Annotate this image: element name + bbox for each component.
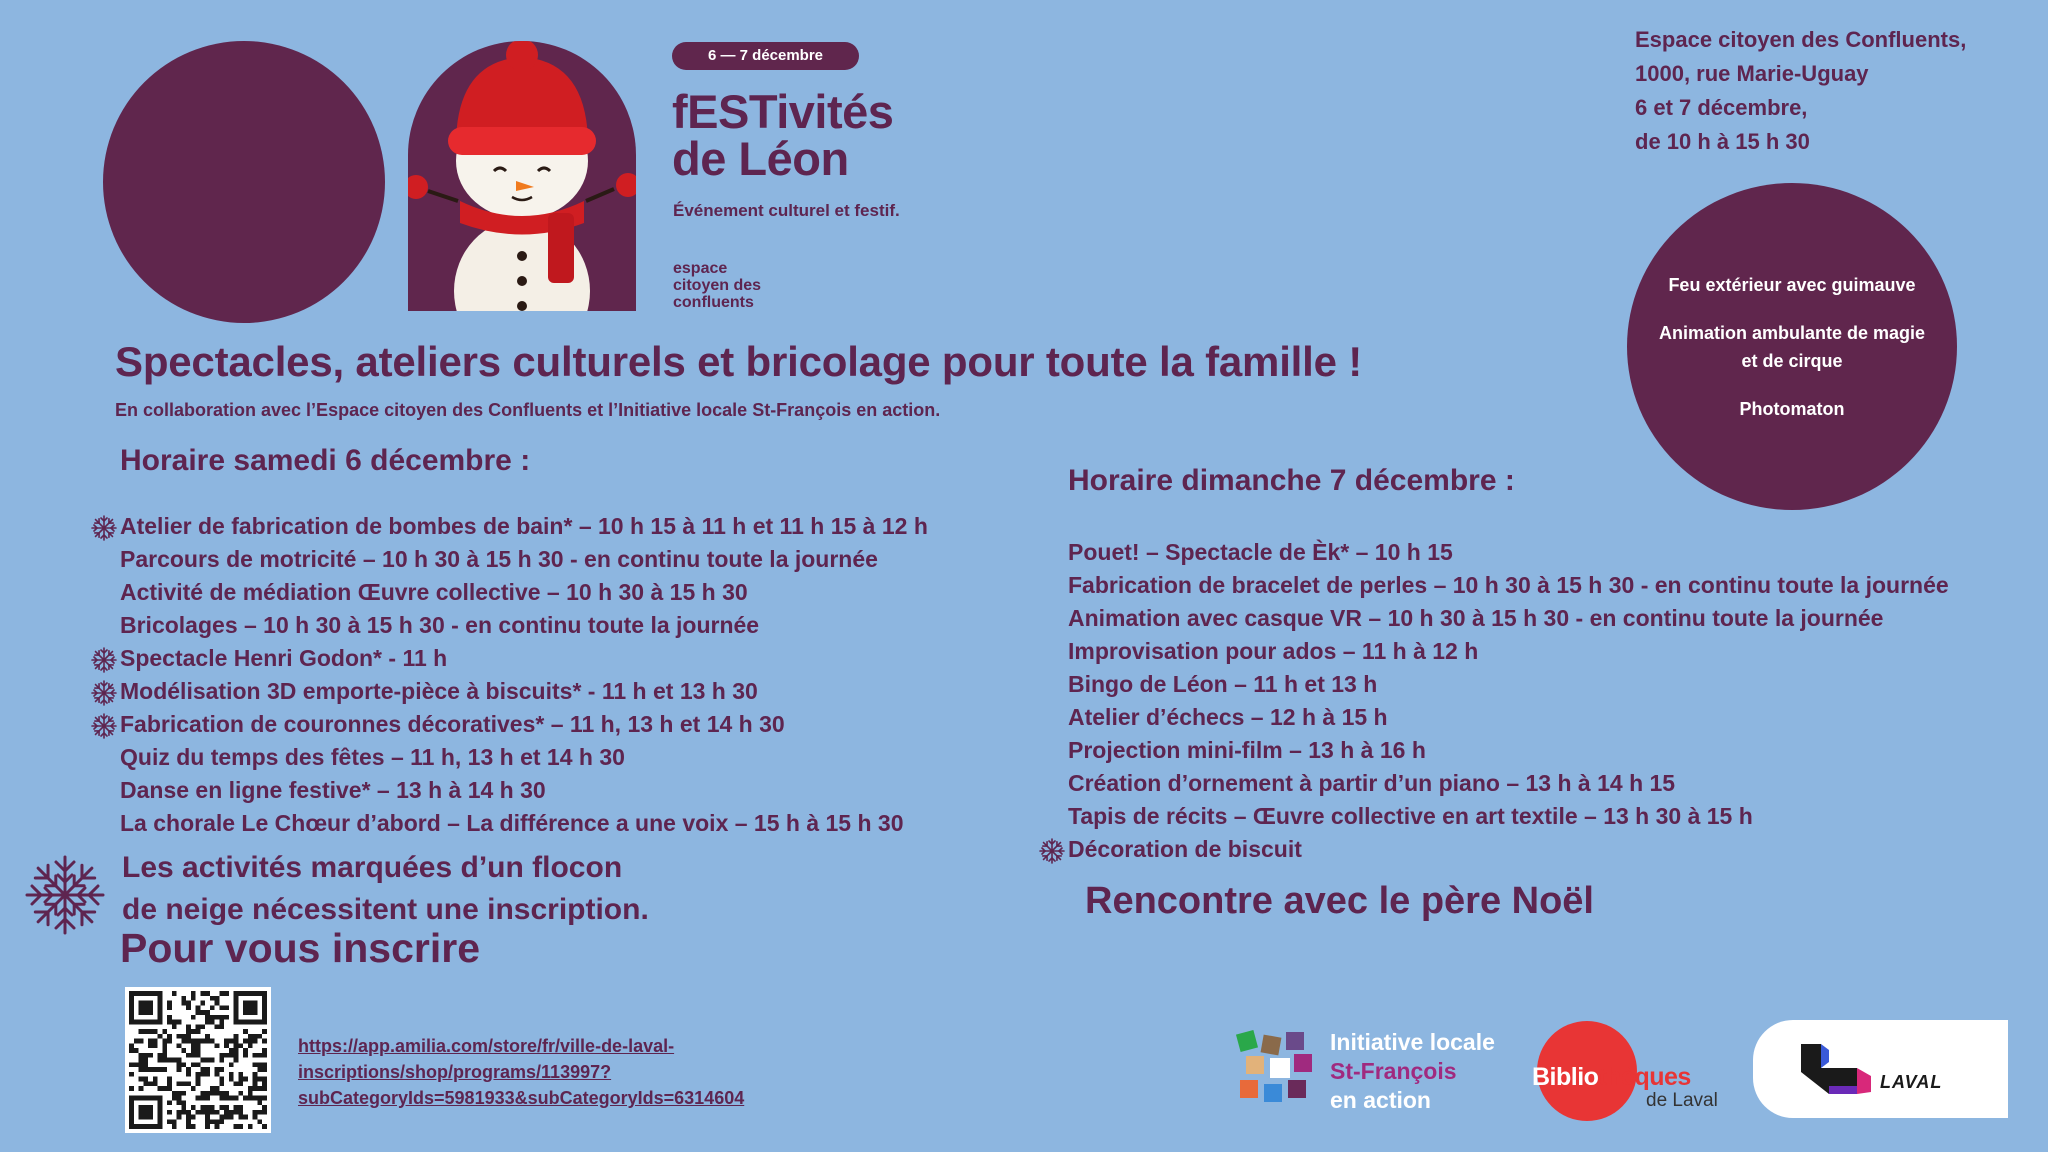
bibliotheques-sub: de Laval bbox=[1646, 1090, 1718, 1111]
address-line: 6 et 7 décembre, bbox=[1635, 95, 1808, 120]
schedule-item bbox=[120, 510, 928, 543]
schedule-item bbox=[1068, 668, 1949, 701]
schedule-item-text: Pouet! – Spectacle de Èk* – 10 h 15 bbox=[1068, 539, 1453, 565]
schedule-item bbox=[1068, 800, 1949, 833]
snowman-illustration bbox=[408, 41, 636, 311]
schedule-item bbox=[1068, 701, 1949, 734]
schedule-item-text: Projection mini-film – 13 h à 16 h bbox=[1068, 737, 1426, 763]
schedule-item bbox=[1068, 602, 1949, 635]
schedule-item-text: Spectacle Henri Godon* - 11 h bbox=[120, 645, 448, 671]
extras-circle bbox=[1627, 183, 1957, 510]
schedule-item-text: Bingo de Léon – 11 h et 13 h bbox=[1068, 671, 1378, 697]
il-line: St-François bbox=[1330, 1058, 1457, 1084]
schedule-item bbox=[120, 807, 928, 840]
address-line: 1000, rue Marie-Uguay bbox=[1635, 61, 1869, 86]
schedule-item bbox=[120, 708, 928, 741]
schedule-item-text: Atelier d’échecs – 12 h à 15 h bbox=[1068, 704, 1388, 730]
event-title-line2: de Léon bbox=[672, 132, 849, 185]
decorative-circle bbox=[103, 41, 385, 323]
address-line: de 10 h à 15 h 30 bbox=[1635, 129, 1810, 154]
schedule-item-text: Quiz du temps des fêtes – 11 h, 13 h et 14 h 30 bbox=[120, 744, 625, 770]
schedule-item bbox=[120, 741, 928, 774]
schedule-item bbox=[120, 774, 928, 807]
event-title-line1: fESTivités bbox=[672, 85, 894, 138]
register-title: Pour vous inscrire bbox=[120, 925, 481, 971]
laval-wordmark: LAVAL bbox=[1880, 1072, 1943, 1092]
schedule-item-text: Création d’ornement à partir d’un piano – 13 h à 14 h 15 bbox=[1068, 770, 1676, 796]
registration-note bbox=[122, 847, 649, 931]
schedule-item bbox=[1068, 767, 1949, 800]
schedule-item-text: Animation avec casque VR – 10 h 30 à 15 h 30 - en continu toute la journée bbox=[1068, 605, 1884, 631]
saturday-title: Horaire samedi 6 décembre : bbox=[120, 444, 531, 477]
event-address bbox=[1635, 23, 1966, 159]
santa-meeting: Rencontre avec le père Noël bbox=[1085, 880, 1594, 922]
collaboration-note: En collaboration avec l’Espace citoyen des Confluents et l’Initiative locale St-François en action. bbox=[115, 400, 941, 420]
schedule-item bbox=[120, 609, 928, 642]
espace-logo-line: citoyen des bbox=[673, 276, 762, 294]
headline: Spectacles, ateliers culturels et bricolage pour toute la famille ! bbox=[115, 338, 1363, 385]
schedule-item-text: Danse en ligne festive* – 13 h à 14 h 30 bbox=[120, 777, 546, 803]
qr-code[interactable] bbox=[125, 987, 271, 1133]
schedule-item bbox=[1068, 569, 1949, 602]
snowflake-icon bbox=[1038, 837, 1066, 865]
extra-item: Feu extérieur avec guimauve bbox=[1668, 274, 1916, 295]
espace-citoyen-logo bbox=[673, 261, 761, 311]
event-title bbox=[672, 85, 894, 185]
schedule-item-text: Fabrication de bracelet de perles – 10 h 30 à 15 h 30 - en continu toute la journée bbox=[1068, 572, 1949, 598]
initiative-locale-logo bbox=[1236, 1030, 1326, 1110]
schedule-item bbox=[120, 543, 928, 576]
snowflake-icon bbox=[90, 679, 118, 707]
schedule-item-text: Atelier de fabrication de bombes de bain* – 10 h 15 à 11 h et 11 h 15 à 12 h bbox=[120, 513, 928, 539]
schedule-item bbox=[1068, 833, 1949, 866]
schedule-item bbox=[1068, 734, 1949, 767]
il-line: Initiative locale bbox=[1330, 1029, 1495, 1055]
link-line: subCategoryIds=5981933&subCategoryIds=6314604 bbox=[298, 1088, 745, 1108]
schedule-item-text: Fabrication de couronnes décoratives* – 11 h, 13 h et 14 h 30 bbox=[120, 711, 785, 737]
extra-item: Animation ambulante de magie et de cirque bbox=[1658, 322, 1926, 371]
bibliotheques-logo-text bbox=[1532, 1063, 1691, 1092]
schedule-item-text: Parcours de motricité – 10 h 30 à 15 h 30 - en continu toute la journée bbox=[120, 546, 878, 572]
snowflake-icon bbox=[90, 712, 118, 740]
laval-logo bbox=[1753, 1020, 2008, 1118]
schedule-item bbox=[120, 675, 928, 708]
schedule-item-text: Tapis de récits – Œuvre collective en art textile – 13 h 30 à 15 h bbox=[1068, 803, 1753, 829]
saturday-list bbox=[120, 510, 928, 840]
il-line: en action bbox=[1330, 1087, 1431, 1113]
link-line: inscriptions/shop/programs/113997? bbox=[298, 1062, 612, 1082]
registration-link[interactable] bbox=[298, 1033, 744, 1111]
schedule-item bbox=[120, 576, 928, 609]
espace-logo-line: confluents bbox=[673, 293, 754, 311]
espace-logo-line: espace bbox=[673, 260, 728, 277]
snowflake-icon bbox=[90, 646, 118, 674]
schedule-item-text: Activité de médiation Œuvre collective – 10 h 30 à 15 h 30 bbox=[120, 579, 748, 605]
schedule-item-text: La chorale Le Chœur d’abord – La différence a une voix – 15 h à 15 h 30 bbox=[120, 810, 904, 836]
schedule-item bbox=[120, 642, 928, 675]
schedule-item bbox=[1068, 635, 1949, 668]
note-line: de neige nécessitent une inscription. bbox=[122, 893, 649, 926]
snowflake-icon bbox=[90, 514, 118, 542]
date-badge: 6 — 7 décembre bbox=[672, 42, 859, 70]
schedule-item-text: Improvisation pour ados – 11 h à 12 h bbox=[1068, 638, 1479, 664]
bib-word-b: thèques bbox=[1598, 1063, 1691, 1091]
extra-item: Photomaton bbox=[1739, 398, 1845, 419]
bib-word-a: Biblio bbox=[1532, 1063, 1599, 1091]
sunday-list bbox=[1068, 536, 1949, 866]
snowflake-icon bbox=[24, 854, 106, 936]
laval-mark-icon bbox=[1799, 1042, 1879, 1098]
schedule-item bbox=[1068, 536, 1949, 569]
schedule-item-text: Décoration de biscuit bbox=[1068, 836, 1302, 862]
address-line: Espace citoyen des Confluents, bbox=[1635, 27, 1967, 52]
sunday-title: Horaire dimanche 7 décembre : bbox=[1068, 464, 1515, 497]
event-subtitle: Événement culturel et festif. bbox=[673, 201, 900, 220]
schedule-item-text: Bricolages – 10 h 30 à 15 h 30 - en continu toute la journée bbox=[120, 612, 760, 638]
initiative-locale-text bbox=[1330, 1028, 1495, 1115]
link-line: https://app.amilia.com/store/fr/ville-de-laval- bbox=[298, 1036, 675, 1056]
note-line: Les activités marquées d’un flocon bbox=[122, 851, 623, 884]
schedule-item-text: Modélisation 3D emporte-pièce à biscuits* - 11 h et 13 h 30 bbox=[120, 678, 758, 704]
snowman-icon bbox=[408, 41, 636, 311]
